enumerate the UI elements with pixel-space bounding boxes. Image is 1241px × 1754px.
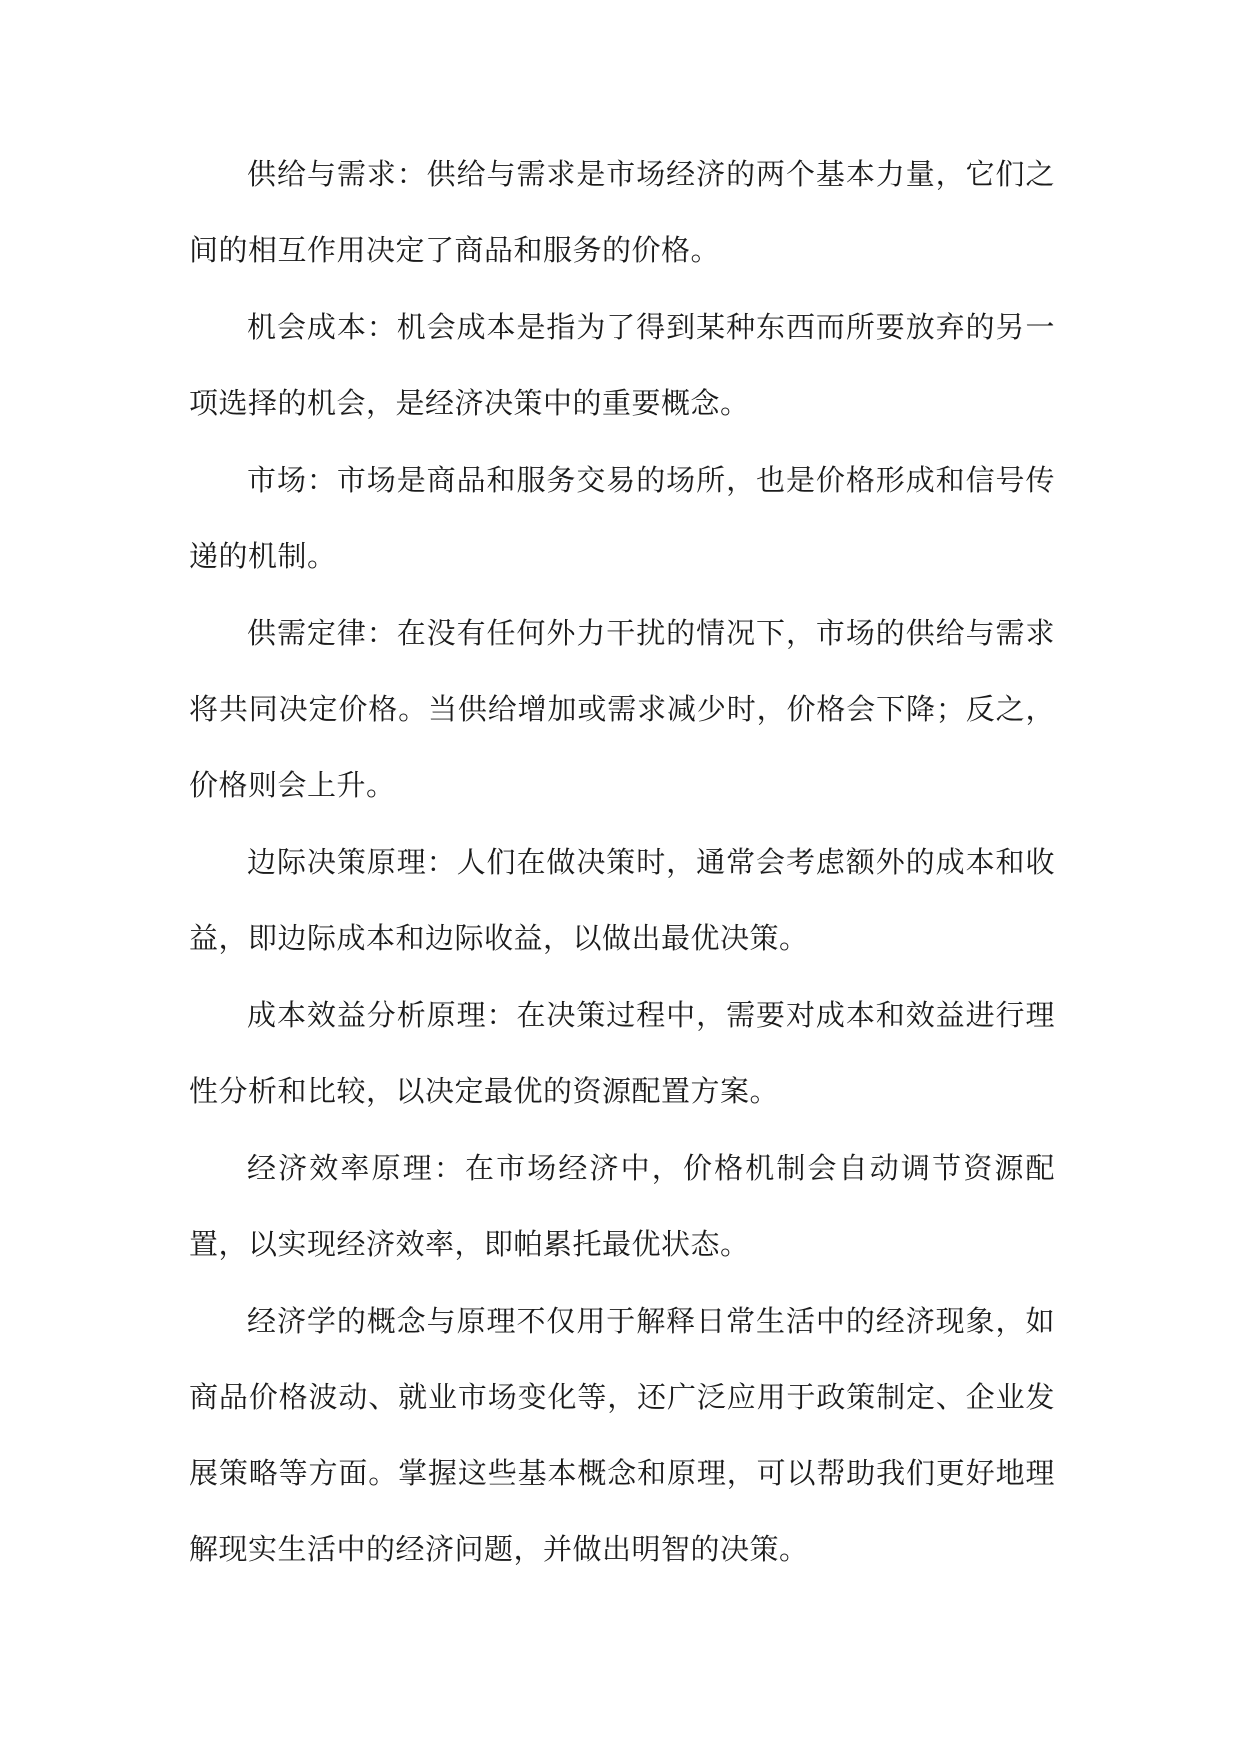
paragraph-supply-demand: 供给与需求：供给与需求是市场经济的两个基本力量，它们之间的相互作用决定了商品和服务的价格。 (189, 157, 1055, 267)
paragraph-conclusion: 经济学的概念与原理不仅用于解释日常生活中的经济现象，如商品价格波动、就业市场变化等，还广泛应用于政策制定、企业发展策略等方面。掌握这些基本概念和原理，可以帮助我们更好地理解现实生活中的经济问题，并做出明智的决策。 (189, 1304, 1055, 1566)
document-page (189, 136, 1055, 1588)
paragraph-cost-benefit: 成本效益分析原理：在决策过程中，需要对成本和效益进行理性分析和比较，以决定最优的资源配置方案。 (189, 998, 1055, 1108)
paragraph-opportunity-cost: 机会成本：机会成本是指为了得到某种东西而所要放弃的另一项选择的机会，是经济决策中的重要概念。 (189, 310, 1055, 420)
paragraph-economic-efficiency: 经济效率原理：在市场经济中，价格机制会自动调节资源配置，以实现经济效率，即帕累托最优状态。 (189, 1151, 1055, 1261)
paragraph-marginal-decision: 边际决策原理：人们在做决策时，通常会考虑额外的成本和收益，即边际成本和边际收益，以做出最优决策。 (189, 845, 1055, 955)
paragraph-law-of-supply-demand: 供需定律：在没有任何外力干扰的情况下，市场的供给与需求将共同决定价格。当供给增加或需求减少时，价格会下降；反之，价格则会上升。 (189, 616, 1055, 802)
paragraph-market: 市场：市场是商品和服务交易的场所，也是价格形成和信号传递的机制。 (189, 463, 1055, 573)
